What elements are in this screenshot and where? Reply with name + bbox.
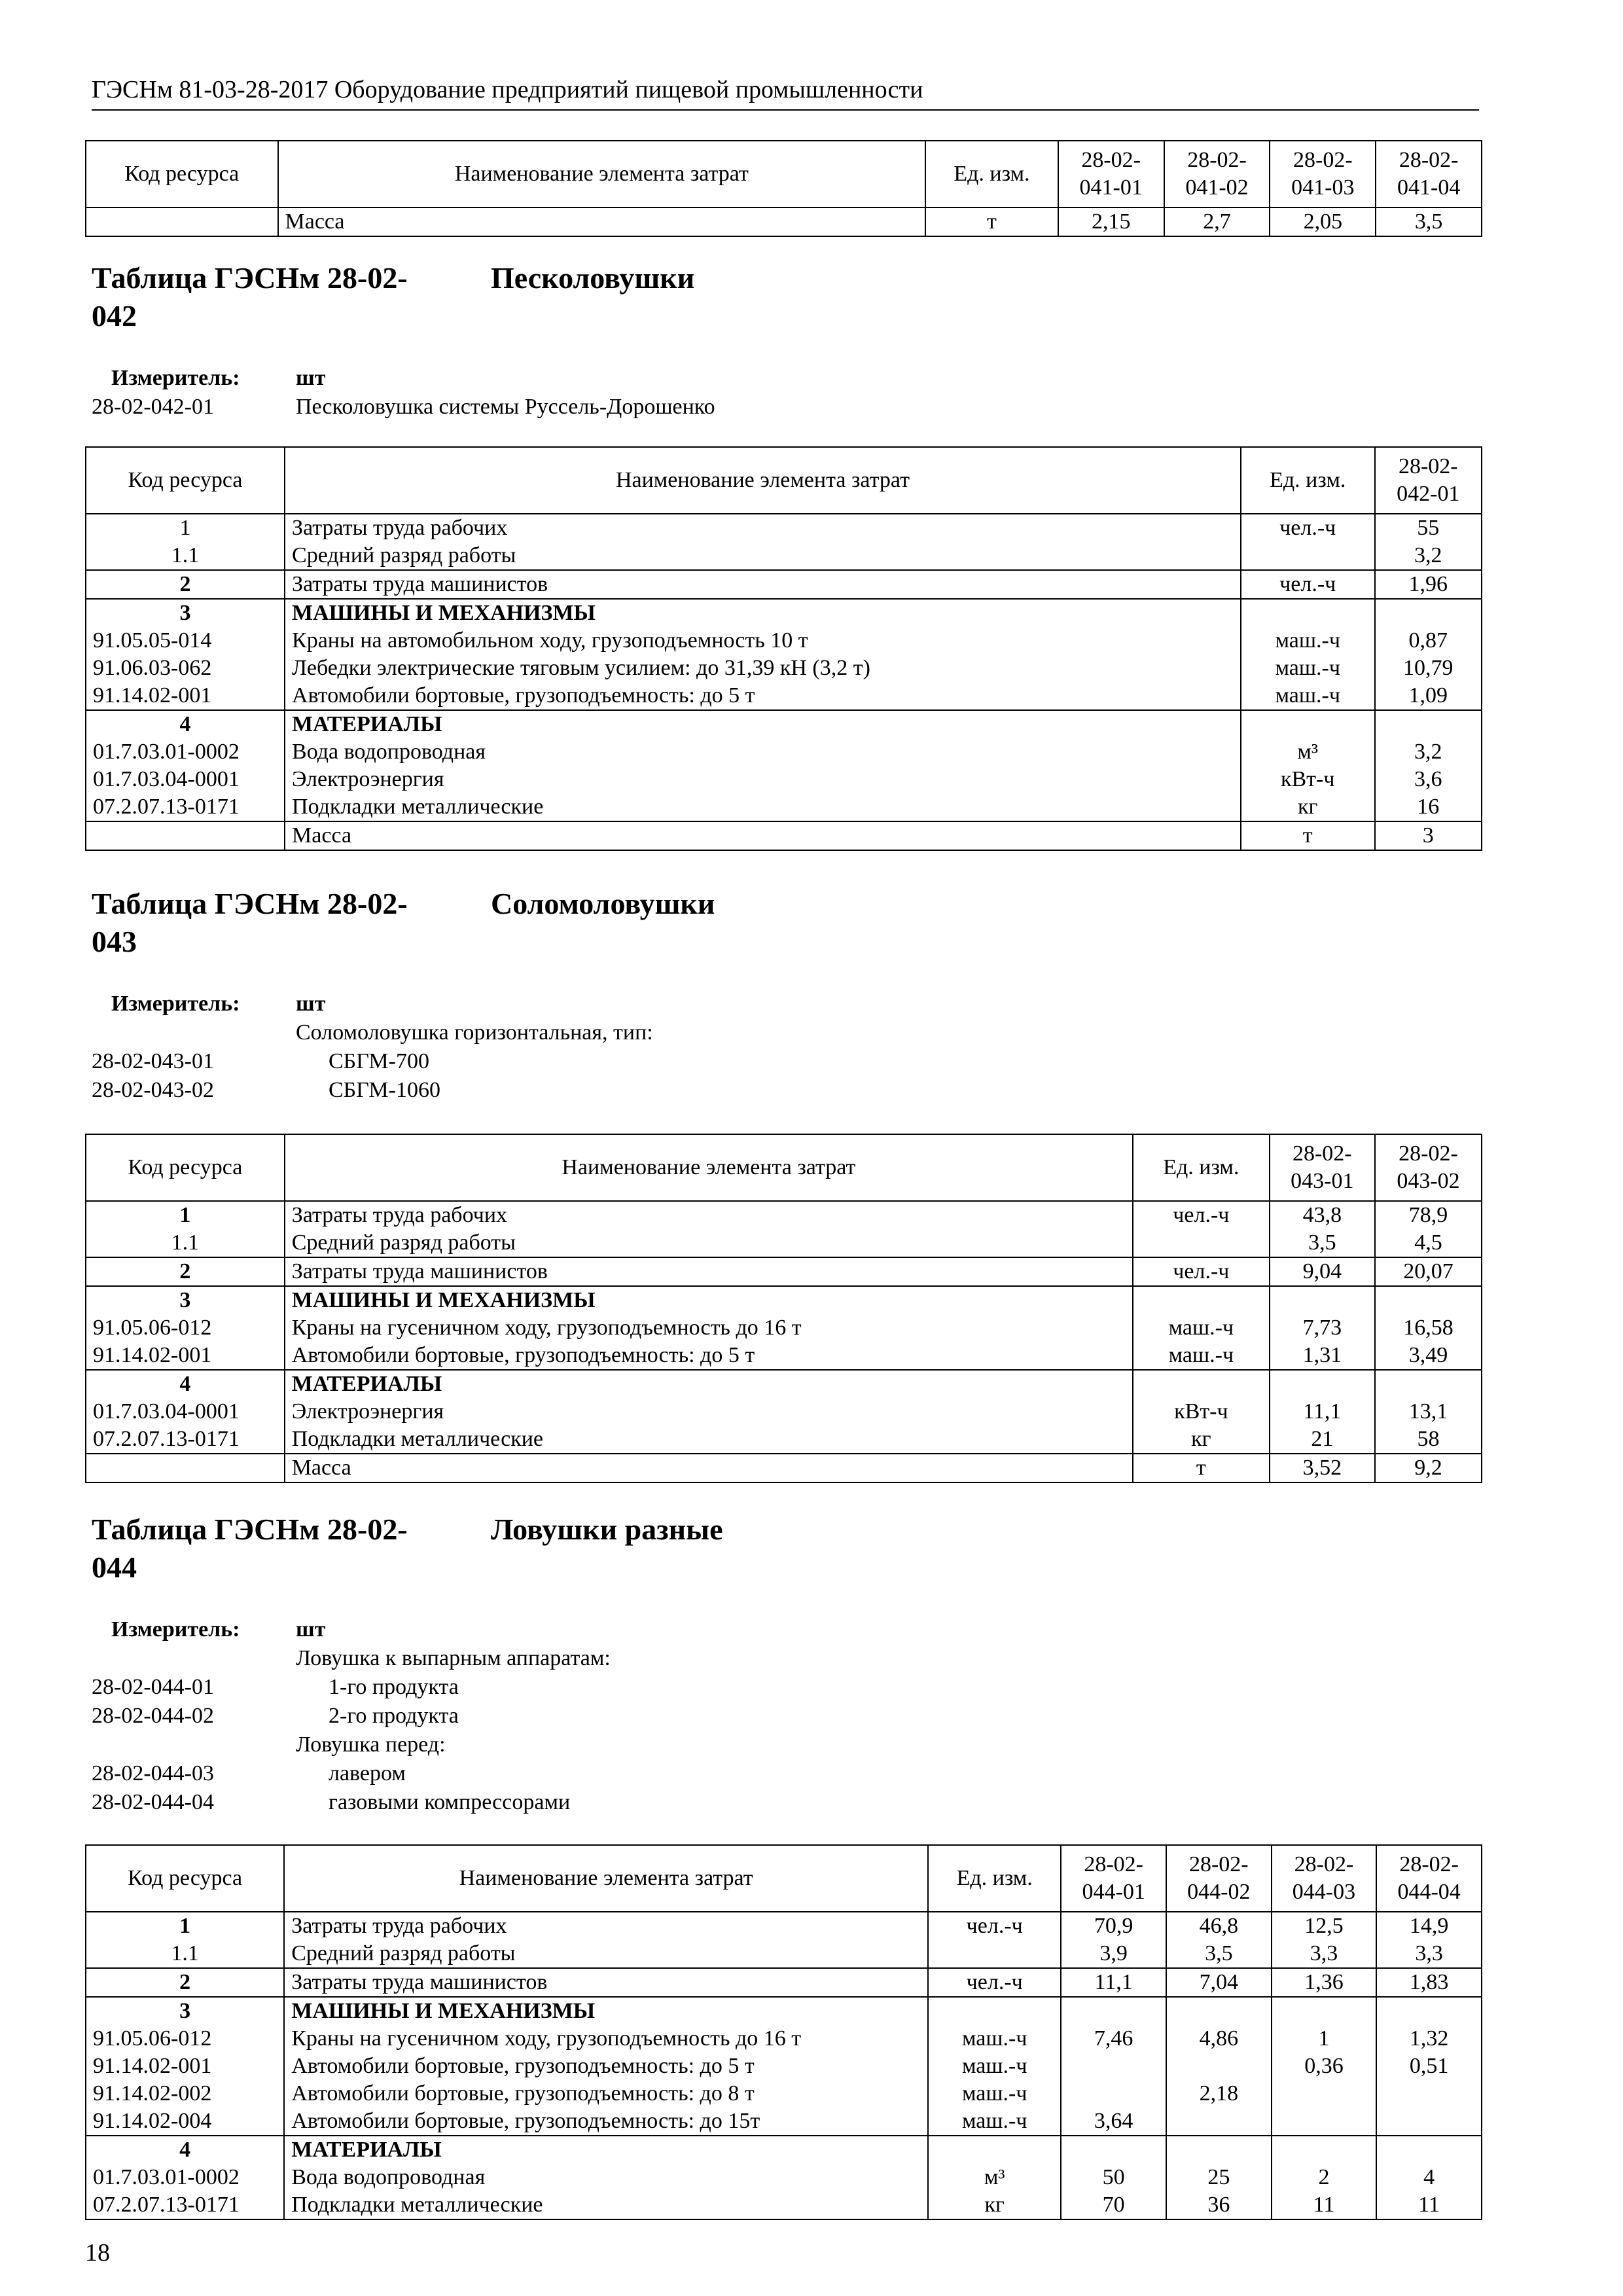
unit: т [1133, 1454, 1270, 1482]
unit: кг [928, 2191, 1061, 2219]
cost-element-name: Затраты труда машинистов [285, 1257, 1133, 1286]
table-name: Песколовушки [491, 261, 695, 295]
table-row [86, 710, 1482, 738]
item-text: 1-го продукта [329, 1675, 459, 1699]
header-cell: 28-02-042-01 [1375, 447, 1482, 514]
header-cell: Код ресурса [86, 447, 285, 514]
resource-code: 91.05.06-012 [86, 1314, 285, 1342]
cost-element-name: Автомобили бортовые, грузоподъемность: до 5 т [285, 682, 1241, 710]
cost-element-name: Подкладки металлические [284, 2191, 928, 2219]
value-cell [1272, 2136, 1377, 2164]
cost-element-name: Автомобили бортовые, грузоподъемность: до 5 т [285, 1342, 1133, 1370]
resource-code: 01.7.03.01-0002 [86, 2164, 284, 2191]
unit: чел.-ч [1241, 514, 1375, 542]
value-cell [1376, 1997, 1482, 2025]
measure-value: шт [296, 366, 326, 390]
item-text: СБГМ-1060 [329, 1078, 440, 1102]
cost-element-name: МАШИНЫ И МЕХАНИЗМЫ [284, 1997, 928, 2025]
value-cell: 2,7 [1164, 207, 1270, 236]
resource-code: 1.1 [86, 1940, 284, 1968]
header-cell: Ед. изм. [1241, 447, 1375, 514]
value-cell: 4,5 [1375, 1229, 1482, 1257]
value-cell [1061, 2136, 1166, 2164]
table-header-row [86, 447, 1482, 514]
header-cell: Наименование элемента затрат [278, 141, 926, 207]
header-cell: Ед. изм. [928, 1845, 1061, 1912]
header-cell: 28-02-044-01 [1061, 1845, 1166, 1912]
value-cell: 20,07 [1375, 1257, 1482, 1286]
cost-element-name: Автомобили бортовые, грузоподъемность: до 15т [284, 2108, 928, 2136]
value-cell [1272, 2108, 1377, 2136]
table-row [86, 2108, 1482, 2136]
unit: маш.-ч [1133, 1342, 1270, 1370]
table-row [86, 570, 1482, 599]
item-text: СБГМ-700 [329, 1049, 429, 1073]
resource-code: 07.2.07.13-0171 [86, 1426, 285, 1454]
cost-element-name: Затраты труда машинистов [285, 570, 1241, 599]
unit: маш.-ч [1241, 655, 1375, 682]
item-text: газовыми компрессорами [329, 1790, 571, 1814]
resource-code: 01.7.03.01-0002 [86, 738, 285, 766]
table-row [86, 542, 1482, 570]
table-row [86, 2164, 1482, 2191]
table-number: Таблица ГЭСНм 28-02- [92, 1513, 408, 1546]
header-cell: Ед. изм. [1133, 1134, 1270, 1201]
table-row [86, 2136, 1482, 2164]
value-cell [1376, 2108, 1482, 2136]
table-row [86, 1342, 1482, 1370]
unit: т [925, 207, 1058, 236]
table-row [86, 738, 1482, 766]
value-cell: 21 [1270, 1426, 1375, 1454]
unit: чел.-ч [1133, 1257, 1270, 1286]
value-cell: 3,2 [1375, 542, 1482, 570]
table-number-suffix: 042 [92, 299, 137, 332]
value-cell: 10,79 [1375, 655, 1482, 682]
table-row [86, 1398, 1482, 1426]
page-header: ГЭСНм 81-03-28-2017 Оборудование предприятий пищевой промышленности [92, 75, 1479, 111]
item-code: 28-02-043-02 [92, 1078, 214, 1102]
cost-element-name: МАТЕРИАЛЫ [285, 710, 1241, 738]
value-cell: 3,49 [1375, 1342, 1482, 1370]
cost-element-name: Автомобили бортовые, грузоподъемность: до 8 т [284, 2080, 928, 2108]
table-header-row [86, 1845, 1482, 1912]
cost-element-name: Лебедки электрические тяговым усилием: до 31,39 кН (3,2 т) [285, 655, 1241, 682]
resource-code: 2 [86, 1968, 284, 1997]
item-code: 28-02-044-01 [92, 1675, 214, 1699]
table-number: Таблица ГЭСНм 28-02- [92, 887, 408, 920]
table-number-suffix: 044 [92, 1551, 137, 1584]
header-cell: 28-02-044-04 [1376, 1845, 1482, 1912]
cost-element-name: Затраты труда рабочих [284, 1912, 928, 1940]
value-cell: 13,1 [1375, 1398, 1482, 1426]
item-text: 2-го продукта [329, 1704, 459, 1728]
unit: м³ [1241, 738, 1375, 766]
cost-element-name: Вода водопроводная [284, 2164, 928, 2191]
cost-element-name: МАШИНЫ И МЕХАНИЗМЫ [285, 599, 1241, 627]
table-row [86, 599, 1482, 627]
resource-code: 4 [86, 1370, 285, 1398]
value-cell: 2,15 [1058, 207, 1164, 236]
value-cell: 43,8 [1270, 1201, 1375, 1229]
table-row [86, 2053, 1482, 2080]
unit: кВт-ч [1241, 766, 1375, 793]
value-cell: 1,83 [1376, 1968, 1482, 1997]
value-cell: 11,1 [1061, 1968, 1166, 1997]
table-row [86, 793, 1482, 821]
table-043 [85, 1134, 1482, 1483]
cost-element-name: Затраты труда рабочих [285, 514, 1241, 542]
value-cell: 16,58 [1375, 1314, 1482, 1342]
value-cell: 58 [1375, 1426, 1482, 1454]
value-cell: 14,9 [1376, 1912, 1482, 1940]
unit: чел.-ч [928, 1968, 1061, 1997]
unit: кг [1133, 1426, 1270, 1454]
value-cell [1375, 710, 1482, 738]
value-cell [1166, 2053, 1272, 2080]
value-cell: 3,52 [1270, 1454, 1375, 1482]
value-cell [1272, 1997, 1377, 2025]
table-row [86, 207, 1482, 236]
unit: чел.-ч [1241, 570, 1375, 599]
resource-code: 01.7.03.04-0001 [86, 1398, 285, 1426]
cost-element-name: МАТЕРИАЛЫ [284, 2136, 928, 2164]
unit [928, 2136, 1061, 2164]
resource-code: 4 [86, 2136, 284, 2164]
item-code: 28-02-044-03 [92, 1761, 214, 1785]
unit: т [1241, 821, 1375, 850]
table-row [86, 1454, 1482, 1482]
cost-element-name: МАТЕРИАЛЫ [285, 1370, 1133, 1398]
cost-element-name: Масса [285, 1454, 1133, 1482]
resource-code: 91.06.03-062 [86, 655, 285, 682]
cost-element-name: Затраты труда рабочих [285, 1201, 1133, 1229]
item-intro: Ловушка к выпарным аппаратам: [296, 1646, 611, 1670]
value-cell: 2,05 [1270, 207, 1376, 236]
value-cell: 1,31 [1270, 1342, 1375, 1370]
resource-code: 4 [86, 710, 285, 738]
value-cell: 1 [1272, 2025, 1377, 2053]
value-cell: 7,46 [1061, 2025, 1166, 2053]
table-row [86, 627, 1482, 655]
value-cell: 1,96 [1375, 570, 1482, 599]
table-row [86, 1286, 1482, 1314]
header-cell: 28-02-043-02 [1375, 1134, 1482, 1201]
cost-element-name: Масса [285, 821, 1241, 850]
measure-label: Измеритель: [111, 992, 240, 1016]
header-cell: 28-02-044-03 [1272, 1845, 1377, 1912]
header-cell: Наименование элемента затрат [284, 1845, 928, 1912]
table-name: Соломоловушки [491, 887, 715, 920]
value-cell: 0,36 [1272, 2053, 1377, 2080]
value-cell: 9,2 [1375, 1454, 1482, 1482]
unit: маш.-ч [1133, 1314, 1270, 1342]
value-cell: 3,5 [1270, 1229, 1375, 1257]
value-cell [1270, 1286, 1375, 1314]
unit: маш.-ч [928, 2025, 1061, 2053]
value-cell: 2,18 [1166, 2080, 1272, 2108]
table-row [86, 1968, 1482, 1997]
cost-element-name: Электроэнергия [285, 1398, 1133, 1426]
value-cell: 9,04 [1270, 1257, 1375, 1286]
value-cell [1375, 599, 1482, 627]
resource-code: 01.7.03.04-0001 [86, 766, 285, 793]
value-cell: 16 [1375, 793, 1482, 821]
header-cell: Код ресурса [86, 1134, 285, 1201]
value-cell [1061, 2053, 1166, 2080]
header-cell: Наименование элемента затрат [285, 447, 1241, 514]
resource-code: 1 [86, 1201, 285, 1229]
value-cell [1061, 1997, 1166, 2025]
value-cell [1375, 1286, 1482, 1314]
value-cell: 11 [1272, 2191, 1377, 2219]
header-cell: Ед. изм. [925, 141, 1058, 207]
table-row [86, 1912, 1482, 1940]
header-cell: 28-02-041-02 [1164, 141, 1270, 207]
cost-element-name: Электроэнергия [285, 766, 1241, 793]
unit: чел.-ч [928, 1912, 1061, 1940]
value-cell: 3,5 [1166, 1940, 1272, 1968]
resource-code: 1 [86, 1912, 284, 1940]
cost-element-name: Подкладки металлические [285, 793, 1241, 821]
resource-code: 1.1 [86, 542, 285, 570]
table-041-tail [85, 140, 1482, 237]
table-name: Ловушки разные [491, 1513, 723, 1546]
page-number: 18 [85, 2239, 110, 2267]
value-cell: 1,32 [1376, 2025, 1482, 2053]
unit: маш.-ч [928, 2053, 1061, 2080]
table-header-row [86, 141, 1482, 207]
unit [1133, 1286, 1270, 1314]
value-cell: 50 [1061, 2164, 1166, 2191]
header-cell: 28-02-041-01 [1058, 141, 1164, 207]
header-cell: 28-02-043-01 [1270, 1134, 1375, 1201]
value-cell [1166, 2108, 1272, 2136]
value-cell: 1,36 [1272, 1968, 1377, 1997]
unit: м³ [928, 2164, 1061, 2191]
value-cell: 70,9 [1061, 1912, 1166, 1940]
resource-code: 2 [86, 1257, 285, 1286]
value-cell [1376, 2080, 1482, 2108]
table-row [86, 1201, 1482, 1229]
table-row [86, 682, 1482, 710]
table-row [86, 1257, 1482, 1286]
value-cell: 36 [1166, 2191, 1272, 2219]
measure-label: Измеритель: [111, 1617, 240, 1641]
item-code: 28-02-044-04 [92, 1790, 214, 1814]
unit: маш.-ч [1241, 627, 1375, 655]
resource-code: 91.14.02-001 [86, 2053, 284, 2080]
unit: маш.-ч [928, 2080, 1061, 2108]
resource-code [86, 1454, 285, 1482]
cost-element-name: Средний разряд работы [285, 542, 1241, 570]
unit: маш.-ч [928, 2108, 1061, 2136]
unit: кВт-ч [1133, 1398, 1270, 1426]
measure-label: Измеритель: [111, 366, 240, 390]
value-cell: 4 [1376, 2164, 1482, 2191]
item-code: 28-02-043-01 [92, 1049, 214, 1073]
resource-code: 1 [86, 514, 285, 542]
value-cell: 0,87 [1375, 627, 1482, 655]
header-cell: Наименование элемента затрат [285, 1134, 1133, 1201]
table-042 [85, 446, 1482, 851]
cost-element-name: Затраты труда машинистов [284, 1968, 928, 1997]
value-cell: 70 [1061, 2191, 1166, 2219]
resource-code: 91.14.02-001 [86, 682, 285, 710]
unit [1133, 1370, 1270, 1398]
table-number-suffix: 043 [92, 925, 137, 958]
value-cell [1270, 1370, 1375, 1398]
resource-code: 91.14.02-004 [86, 2108, 284, 2136]
table-number: Таблица ГЭСНм 28-02- [92, 261, 408, 295]
cost-element-name: Краны на автомобильном ходу, грузоподъемность 10 т [285, 627, 1241, 655]
table-row [86, 1426, 1482, 1454]
table-row [86, 1997, 1482, 2025]
cost-element-name: МАШИНЫ И МЕХАНИЗМЫ [285, 1286, 1133, 1314]
value-cell: 3,9 [1061, 1940, 1166, 1968]
resource-code: 1.1 [86, 1229, 285, 1257]
table-row [86, 2025, 1482, 2053]
table-row [86, 655, 1482, 682]
item-code: 28-02-042-01 [92, 395, 214, 419]
resource-code: 2 [86, 570, 285, 599]
value-cell: 3,64 [1061, 2108, 1166, 2136]
value-cell [1166, 1997, 1272, 2025]
value-cell: 7,73 [1270, 1314, 1375, 1342]
unit [1133, 1229, 1270, 1257]
table-row [86, 1314, 1482, 1342]
cost-element-name: Автомобили бортовые, грузоподъемность: до 5 т [284, 2053, 928, 2080]
table-row [86, 821, 1482, 850]
value-cell: 1,09 [1375, 682, 1482, 710]
header-cell: 28-02-041-04 [1376, 141, 1482, 207]
resource-code: 3 [86, 1997, 284, 2025]
value-cell: 25 [1166, 2164, 1272, 2191]
table-row [86, 2080, 1482, 2108]
table-row [86, 766, 1482, 793]
value-cell: 78,9 [1375, 1201, 1482, 1229]
cost-element-name: Масса [278, 207, 926, 236]
table-row [86, 514, 1482, 542]
table-row [86, 2191, 1482, 2219]
table-header-row [86, 1134, 1482, 1201]
value-cell: 3,6 [1375, 766, 1482, 793]
resource-code: 91.14.02-001 [86, 1342, 285, 1370]
table-row [86, 1229, 1482, 1257]
cost-element-name: Краны на гусеничном ходу, грузоподъемность до 16 т [284, 2025, 928, 2053]
table-044 [85, 1844, 1482, 2220]
value-cell: 7,04 [1166, 1968, 1272, 1997]
value-cell: 46,8 [1166, 1912, 1272, 1940]
resource-code: 07.2.07.13-0171 [86, 2191, 284, 2219]
item-code: 28-02-044-02 [92, 1704, 214, 1728]
header-cell: Код ресурса [86, 1845, 284, 1912]
value-cell [1272, 2080, 1377, 2108]
header-cell: Код ресурса [86, 141, 278, 207]
resource-code: 91.05.06-012 [86, 2025, 284, 2053]
resource-code [86, 821, 285, 850]
measure-value: шт [296, 1617, 326, 1641]
value-cell: 3,5 [1376, 207, 1482, 236]
cost-element-name: Средний разряд работы [284, 1940, 928, 1968]
unit [928, 1940, 1061, 1968]
value-cell: 3 [1375, 821, 1482, 850]
cost-element-name: Вода водопроводная [285, 738, 1241, 766]
value-cell: 4,86 [1166, 2025, 1272, 2053]
header-cell: 28-02-044-02 [1166, 1845, 1272, 1912]
unit [1241, 599, 1375, 627]
item-text: Песколовушка системы Руссель-Дорошенко [296, 395, 715, 419]
value-cell [1166, 2136, 1272, 2164]
cost-element-name: Средний разряд работы [285, 1229, 1133, 1257]
resource-code: 3 [86, 599, 285, 627]
value-cell: 3,3 [1376, 1940, 1482, 1968]
resource-code: 91.14.02-002 [86, 2080, 284, 2108]
item-intro: Соломоловушка горизонтальная, тип: [296, 1020, 653, 1045]
value-cell: 3,2 [1375, 738, 1482, 766]
resource-code: 91.05.05-014 [86, 627, 285, 655]
value-cell [1376, 2136, 1482, 2164]
unit: чел.-ч [1133, 1201, 1270, 1229]
value-cell [1375, 1370, 1482, 1398]
value-cell: 12,5 [1272, 1912, 1377, 1940]
value-cell: 2 [1272, 2164, 1377, 2191]
value-cell: 0,51 [1376, 2053, 1482, 2080]
value-cell: 55 [1375, 514, 1482, 542]
item-text: лавером [329, 1761, 406, 1785]
unit [1241, 542, 1375, 570]
table-row [86, 1940, 1482, 1968]
resource-code: 07.2.07.13-0171 [86, 793, 285, 821]
table-row [86, 1370, 1482, 1398]
unit [1241, 710, 1375, 738]
resource-code [86, 207, 278, 236]
cost-element-name: Краны на гусеничном ходу, грузоподъемность до 16 т [285, 1314, 1133, 1342]
cost-element-name: Подкладки металлические [285, 1426, 1133, 1454]
item-intro: Ловушка перед: [296, 1732, 446, 1757]
value-cell [1061, 2080, 1166, 2108]
value-cell: 11 [1376, 2191, 1482, 2219]
resource-code: 3 [86, 1286, 285, 1314]
header-cell: 28-02-041-03 [1270, 141, 1376, 207]
unit [928, 1997, 1061, 2025]
measure-value: шт [296, 992, 326, 1016]
unit: кг [1241, 793, 1375, 821]
value-cell: 11,1 [1270, 1398, 1375, 1426]
value-cell: 3,3 [1272, 1940, 1377, 1968]
unit: маш.-ч [1241, 682, 1375, 710]
